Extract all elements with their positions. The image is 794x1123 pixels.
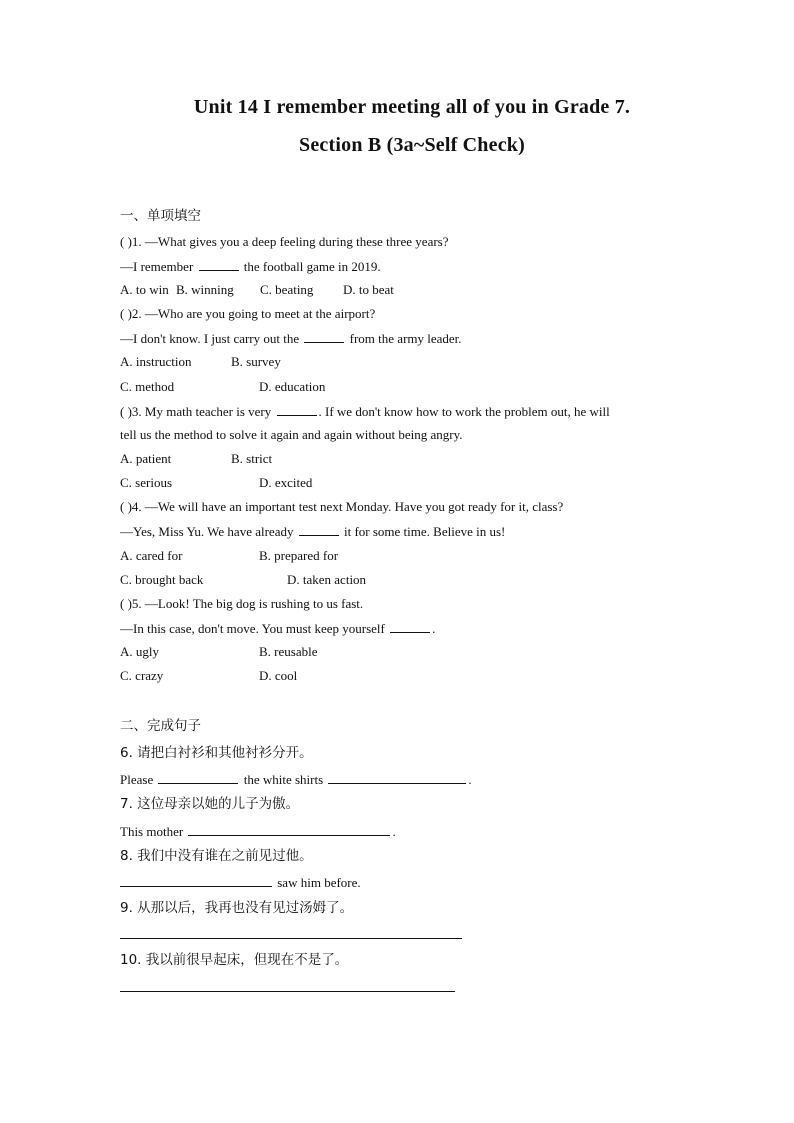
section2-heading: 二、完成句子 — [120, 718, 201, 734]
q8-english — [120, 874, 361, 891]
q4-option-d: D. taken action — [287, 572, 367, 587]
q9-chinese: 9. 从那以后，我再也没有见过汤姆了。 — [120, 900, 354, 916]
q7-english — [120, 823, 396, 840]
q2-stem — [120, 306, 375, 322]
q6-english — [120, 771, 472, 788]
q3-option-a: A. patient — [120, 451, 172, 466]
q2-option-b: B. survey — [231, 354, 281, 369]
q6-text-c: . — [468, 772, 472, 787]
q4-text-a: —Yes, Miss Yu. We have already — [120, 524, 294, 539]
q3-line2: tell us the method to solve it again and again without being angry. — [120, 427, 463, 442]
q3-options-row2 — [120, 475, 620, 491]
q4-text-b: it for some time. Believe in us! — [343, 524, 506, 539]
q3-option-c: C. serious — [120, 475, 172, 490]
q1-blank[interactable] — [199, 258, 239, 271]
q8-chinese: 8. 我们中没有谁在之前见过他。 — [120, 848, 313, 864]
q2-text-a: —I don't know. I just carry out the — [120, 331, 300, 346]
answer-paren[interactable]: ( ) — [120, 234, 132, 249]
q8-text-a: saw him before. — [277, 875, 361, 890]
q4-blank[interactable] — [299, 523, 339, 536]
q7-text-a: This mother — [120, 824, 184, 839]
q2-question: 2. —Who are you going to meet at the airport? — [131, 306, 376, 321]
q1-question: 1. —What gives you a deep feeling during these three years? — [131, 234, 449, 249]
q2-option-d: D. education — [259, 379, 326, 394]
q7-blank[interactable] — [188, 823, 390, 836]
answer-paren[interactable]: ( ) — [120, 596, 132, 611]
q1-stem — [120, 234, 449, 250]
q3-options-row1 — [120, 451, 620, 467]
q3-stem — [120, 403, 610, 420]
q10-chinese: 10. 我以前很早起床，但现在不是了。 — [120, 952, 349, 968]
q2-line2 — [120, 330, 462, 347]
q1-option-d: D. to beat — [343, 282, 394, 297]
q4-options-row2 — [120, 572, 620, 588]
q1-option-a: A. to win — [120, 282, 169, 297]
q4-option-a: A. cared for — [120, 548, 183, 563]
q5-option-c: C. crazy — [120, 668, 164, 683]
q3-option-d: D. excited — [259, 475, 313, 490]
q6-blank-1[interactable] — [158, 771, 238, 784]
q5-options-row1 — [120, 644, 620, 660]
q6-chinese: 6. 请把白衬衫和其他衬衫分开。 — [120, 745, 313, 761]
q2-option-c: C. method — [120, 379, 175, 394]
q1-line2 — [120, 258, 381, 275]
q9-answer-line[interactable] — [120, 938, 462, 939]
q2-options-row2 — [120, 379, 620, 395]
answer-paren[interactable]: ( ) — [120, 404, 132, 419]
q3-text-b: . If we don't know how to work the problem out, he will — [318, 404, 610, 419]
q5-option-d: D. cool — [259, 668, 298, 683]
q3-option-b: B. strict — [231, 451, 273, 466]
q10-answer-line[interactable] — [120, 991, 455, 992]
page-subtitle: Section B (3a~Self Check) — [299, 134, 525, 156]
section1-heading: 一、单项填空 — [120, 208, 201, 224]
q1-option-c: C. beating — [260, 282, 314, 297]
q4-line2 — [120, 523, 505, 540]
q1-text-b: the football game in 2019. — [243, 259, 381, 274]
q5-stem — [120, 596, 363, 612]
q6-text-b: the white shirts — [243, 772, 324, 787]
q4-option-c: C. brought back — [120, 572, 204, 587]
q5-options-row2 — [120, 668, 620, 684]
answer-paren[interactable]: ( ) — [120, 499, 132, 514]
q8-blank[interactable] — [120, 874, 272, 887]
q5-blank[interactable] — [390, 620, 430, 633]
q5-text-a: —In this case, don't move. You must keep yourself — [120, 621, 385, 636]
q2-text-b: from the army leader. — [349, 331, 462, 346]
q2-options-row1 — [120, 354, 620, 370]
q6-text-a: Please — [120, 772, 154, 787]
q7-chinese: 7. 这位母亲以她的儿子为傲。 — [120, 796, 300, 812]
q5-option-a: A. ugly — [120, 644, 159, 659]
q2-option-a: A. instruction — [120, 354, 192, 369]
q7-text-b: . — [392, 824, 396, 839]
answer-paren[interactable]: ( ) — [120, 306, 132, 321]
q2-blank[interactable] — [304, 330, 344, 343]
q3-text-a: 3. My math teacher is very — [131, 404, 272, 419]
q5-text-b: . — [432, 621, 436, 636]
q4-option-b: B. prepared for — [259, 548, 339, 563]
q6-blank-2[interactable] — [328, 771, 466, 784]
q5-line2 — [120, 620, 435, 637]
q1-text-a: —I remember — [120, 259, 194, 274]
q1-options — [120, 282, 620, 298]
q4-stem — [120, 499, 563, 515]
page-title: Unit 14 I remember meeting all of you in Grade 7. — [193, 96, 631, 118]
q3-blank[interactable] — [277, 403, 317, 416]
q1-option-b: B. winning — [176, 282, 234, 297]
q5-question: 5. —Look! The big dog is rushing to us fast. — [131, 596, 364, 611]
q4-question: 4. —We will have an important test next Monday. Have you got ready for it, class? — [131, 499, 564, 514]
q4-options-row1 — [120, 548, 620, 564]
q5-option-b: B. reusable — [259, 644, 318, 659]
